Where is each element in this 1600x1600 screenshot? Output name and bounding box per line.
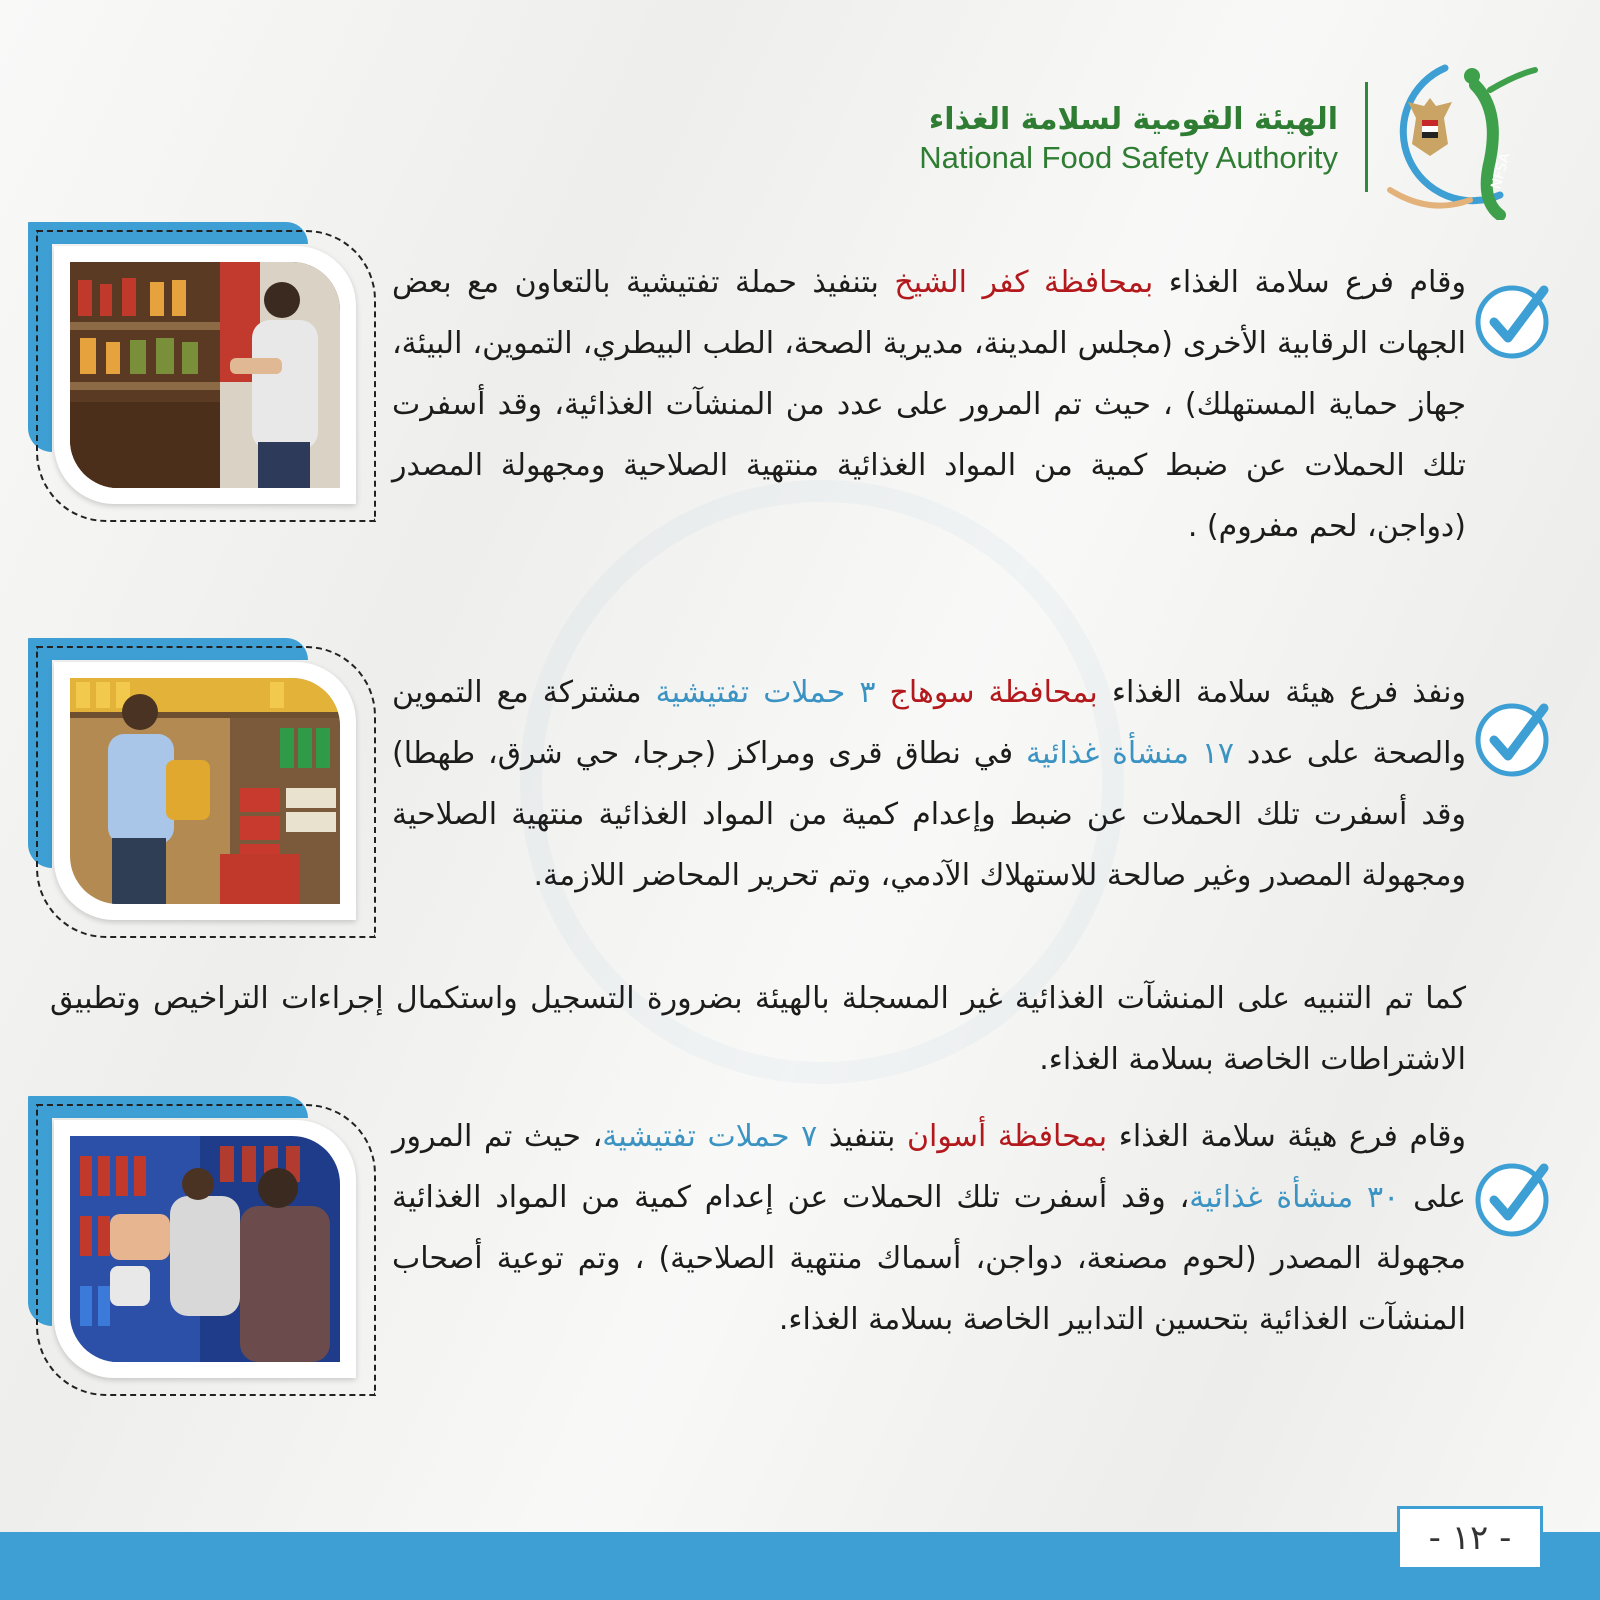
photo-frame-2 (28, 638, 378, 938)
text-part: مشتركة مع التموين والصحة على عدد (392, 675, 1466, 771)
section-1-text (392, 252, 1466, 557)
nfsa-logo (1350, 50, 1540, 220)
section-2-extra-text: كما تم التنبيه على المنشآت الغذائية غير المسجلة بالهيئة بضرورة التسجيل واستكمال إجراءات التراخيص وتطبيق الاشتراطات الخاصة بسلامة الغذاء. (50, 981, 1466, 1077)
text-part: وقام فرع هيئة سلامة الغذاء (1107, 1119, 1466, 1154)
text-part: ، وقد أسفرت تلك الحملات عن إعدام كمية من المواد الغذائية مجهولة المصدر (لحوم مصنعة، دواجن، أسماك منتهية الصلاحية) ، وتم توعية أصحاب المنشآت الغذائية بتحسين التدابير الخاصة بسلامة الغذاء. (392, 1180, 1466, 1337)
org-name-english: National Food Safety Authority (919, 140, 1338, 175)
header-divider (1365, 82, 1368, 192)
section-2-photo (70, 678, 340, 904)
text-part: ونفذ فرع هيئة سلامة الغذاء (1097, 675, 1467, 710)
text-part: بتنفيذ حملة تفتيشية بالتعاون مع بعض الجهات الرقابية الأخرى (مجلس المدينة، مديرية الصحة، الطب البيطري، التموين، البيئة، جهاز حماية المستهلك) ، حيث تم المرور على عدد من المنشآت الغذائية، وقد أسفرت تلك الحملات عن ضبط كمية من المواد الغذائية منتهية الصلاحية ومجهولة المصدر (دواجن، لحم مفروم) . (392, 265, 1466, 544)
facility-count-highlight: ١٧ منشأة غذائية (1026, 736, 1235, 771)
section-3-photo (70, 1136, 340, 1362)
text-part: في نطاق قرى ومراكز (جرجا، حي شرق، طهطا) وقد أسفرت تلك الحملات عن ضبط وإعدام كمية من المواد الغذائية منتهية الصلاحية ومجهولة المصدر وغير صالحة للاستهلاك الآدمي، وتم تحرير المحاضر اللازمة. (392, 736, 1466, 893)
text-part: ، حيث تم المرور على (392, 1119, 1467, 1215)
check-circle-icon (1470, 694, 1554, 778)
governorate-highlight: بمحافظة أسوان (906, 1119, 1108, 1154)
page-number: - ١٢ - (1397, 1506, 1543, 1570)
section-2-text (392, 662, 1466, 906)
photo-frame-1 (28, 222, 378, 522)
footer-bar (0, 1532, 1600, 1600)
logo-text: NFSA (1488, 151, 1514, 192)
section-1-photo (70, 262, 340, 488)
governorate-highlight: بمحافظة كفر الشيخ (894, 265, 1154, 300)
governorate-highlight: بمحافظة سوهاج (889, 675, 1098, 710)
text-part: بتنفيذ (817, 1119, 907, 1154)
text-part: وقام فرع سلامة الغذاء (1153, 265, 1466, 300)
check-circle-icon (1470, 276, 1554, 360)
campaign-count-highlight: ٣ حملات تفتيشية (655, 675, 890, 710)
facility-count-highlight: ٣٠ منشأة غذائية (1189, 1180, 1400, 1215)
section-3-text (392, 1106, 1466, 1350)
org-name-arabic: الهيئة القومية لسلامة الغذاء (928, 102, 1338, 137)
campaign-count-highlight: ٧ حملات تفتيشية (602, 1119, 818, 1154)
photo-frame-3 (28, 1096, 378, 1396)
check-circle-icon (1470, 1154, 1554, 1238)
